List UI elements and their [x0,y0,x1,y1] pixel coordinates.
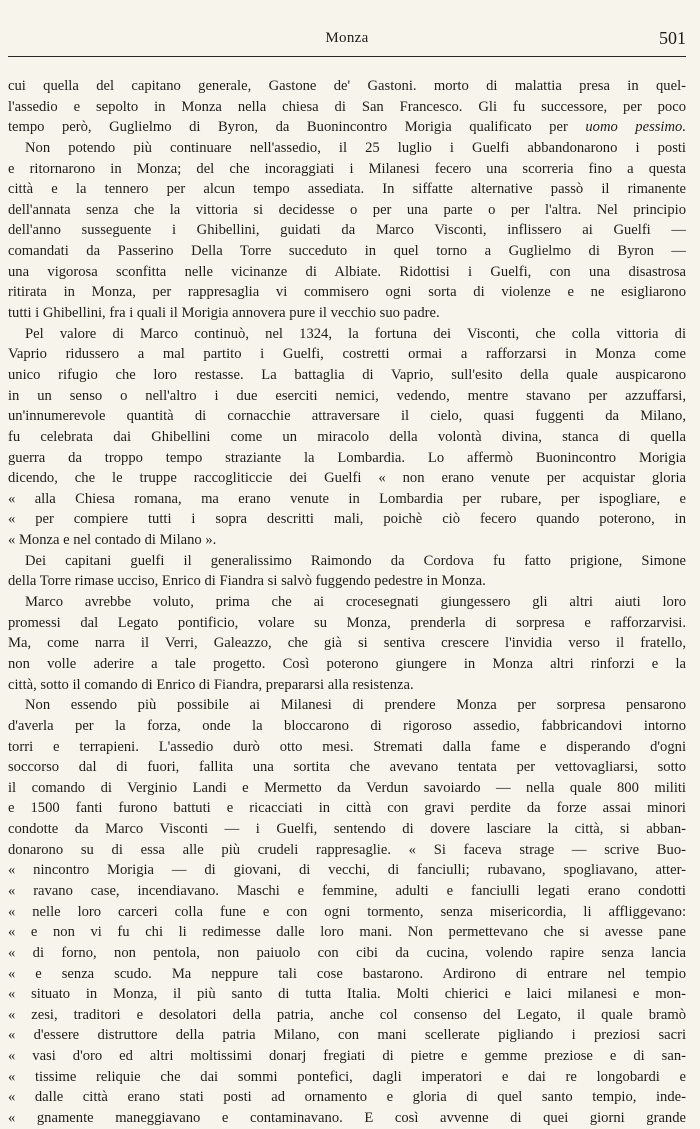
text-line: d'averla per la forza, onde la bloccarono di rigoroso assedio, fabbricandovi intorno [8,717,686,734]
running-title: Monza [325,30,369,46]
text-line: Dei capitani guelfi il generalissimo Raimondo da Cordova fu fatto prigione, Simone [25,552,686,569]
text-line: tempo però, Guglielmo di Byron, da Buonincontro Morigia qualificato per uomo pessimo. [8,119,686,136]
text-line: tutti i Ghibellini, fra i quali il Morigia annovera pure il vecchio suo padre. [8,305,440,322]
text-line: condotte da Marco Visconti — i Guelfi, sentendo di dovere lasciare la città, si abban- [8,821,686,838]
text-line: « d'essere distruttore della patria Milano, con mani scellerate pigliando i preziosi sacri [8,1027,686,1044]
text-line: « nincontro Morigia — di giovani, di vecchi, di fanciulli; rubavano, spogliavano, atter- [8,862,686,879]
text-line: il comando di Verginio Landi e Mermetto da Verdun savoiardo — nella quale 800 militi [8,779,686,796]
text-line: « ravano case, incendiavano. Maschi e femmine, adulti e fanciulli legati erano condotti [8,882,686,899]
text-line: e ritornarono in Monza; del che incoraggiati i Milanesi fecero una scorreria fino a questa [8,160,686,177]
emphasis-text: uomo pessimo. [585,119,686,136]
text-line: « situato in Monza, il più santo di tutta Italia. Molti chierici e laici milanesi e mon- [8,986,686,1003]
text-line: « nelle loro carceri colla fune e con ogni tormento, senza misericordia, li affliggevano: [8,903,686,920]
text-line: Vaprio ridussero a mal partito i Guelfi, costretti ormai a rafforzarsi in Monza come [8,346,686,363]
text-line: città e la tennero per alcun tempo assediata. In siffatte alternative passò il rimanente [8,181,686,198]
page-header [8,26,686,57]
text-line: « tissime reliquie che dai sommi pontefici, dagli imperatori e dai re longobardi e [8,1068,686,1085]
text-line: soccorso dal di fuori, fallita una sortita che avevano tentata per vettovagliarsi, sotto [8,759,686,776]
text-line: unico rifugio che loro restasse. La battaglia di Vaprio, sull'esito della quale auspicarono [8,366,686,383]
text-line: un'innumerevole quantità di cornacchie attraversare il cielo, quasi fuggenti da Milano, [8,408,686,425]
text-line: « Monza e nel contado di Milano ». [8,532,217,549]
text-line: « e senza scudo. Ma neppure tali cose bastarono. Ardirono di entrare nel tempio [8,965,686,982]
text-line: e 1500 fanti furono battuti e ricacciati in città con gravi perdite da forze assai minori [8,800,686,817]
page-number: 501 [659,28,686,48]
text-line: donarono su di essa alle più crudeli rappresaglie. « Si faceva strage — scrive Buo- [8,841,686,858]
body-text [8,76,686,1129]
text-line: Marco avrebbe voluto, prima che ai crocesegnati giungessero gli altri aiuti loro [25,594,686,611]
text-line: Non essendo più possibile ai Milanesi di prendere Monza per sorpresa pensarono [25,697,686,714]
text-line: promessi dal Legato pontificio, volare su Monza, prenderla di sorpresa e rafforzarvisi. [8,614,686,631]
text-line: in un senso o nell'altro i due eserciti nemici, vedendo, mentre stavano per azzuffarsi, [8,387,686,404]
text-line: guerra da troppo tempo straziante la Lombardia. Lo affermò Buonincontro Morigia [8,449,686,466]
text-line: fu celebrata dai Ghibellini come un miracolo della volontà divina, stanca di quella [8,428,686,445]
text-line: Pel valore di Marco continuò, nel 1324, la fortuna dei Visconti, che colla vittoria di [25,325,686,342]
text-line: dicendo, che le truppe raccogliticcie dei Guelfi « non erano venute per acquistar gloria [8,470,686,487]
text-line: torri e terrapieni. L'assedio durò otto mesi. Stremati dalla fame e disperando d'ogni [8,738,686,755]
text-line: città, sotto il comando di Enrico di Fiandra, prepararsi alla resistenza. [8,676,414,693]
text-line: Non potendo più continuare nell'assedio, il 25 luglio i Guelfi abbandonarono i posti [25,139,686,156]
text-line: « vasi d'oro ed altri moltissimi donarj fregiati di pietre e gemme preziose e di san- [8,1048,686,1065]
text-line: comandati da Passerino Della Torre succeduto in quel torno a Guglielmo di Byron — [8,243,686,260]
text-line: « alla Chiesa romana, ma erano venute in Lombardia per rubare, per ispogliare, e [8,490,686,507]
text-line: una vigorosa sconfitta nelle vicinanze di Albiate. Ridottisi i Guelfi, con una disastrosa [8,263,686,280]
text-line: « e non vi fu chi li redimesse dalle loro mani. Non permettevano che si avesse pane [8,924,686,941]
text-line: « gnamente maneggiavano e contaminavano. E così avvenne di quei giorni grande [8,1110,686,1127]
text-line: della Torre rimase ucciso, Enrico di Fiandra si salvò fuggendo pedestre in Monza. [8,573,486,590]
text-line: non volle aderire a tale progetto. Così poterono giungere in Monza altri rinforzi e la [8,655,686,672]
text-line: « dalle città erano stati posti ad ornamento e gloria di quel santo tempio, inde- [8,1089,686,1106]
text-line: Ma, come narra il Verri, Galeazzo, che già si sentiva crescere l'invidia verso il fratello, [8,635,686,652]
text-line: « zesi, traditori e desolatori della patria, anche col consenso del Legato, il quale bramò [8,1006,686,1023]
text-line: « per compiere tutti i sopra descritti mali, poichè ciò fecero quando poterono, in [8,511,686,528]
text-line: cui quella del capitano generale, Gastone de' Gastoni. morto di malattia presa in quel- [8,78,686,94]
text-line: dell'anno susseguente i Ghibellini, guidati da Marco Visconti, inflissero ai Guelfi — [8,222,686,239]
text-line: ritirata in Monza, per rappresaglia vi commisero ogni sorta di violenze e ne esigliarono [8,284,686,301]
text-line: l'assedio e sepolto in Monza nella chiesa di San Francesco. Gli fu successore, per poco [8,98,686,115]
text-line: « di forno, non pentola, non paiuolo con cibi da cucina, volendo rapire senza lancia [8,944,686,961]
text-line: dell'annata senza che la vittoria si decidesse o per una parte o per l'altra. Nel principio [8,201,686,218]
